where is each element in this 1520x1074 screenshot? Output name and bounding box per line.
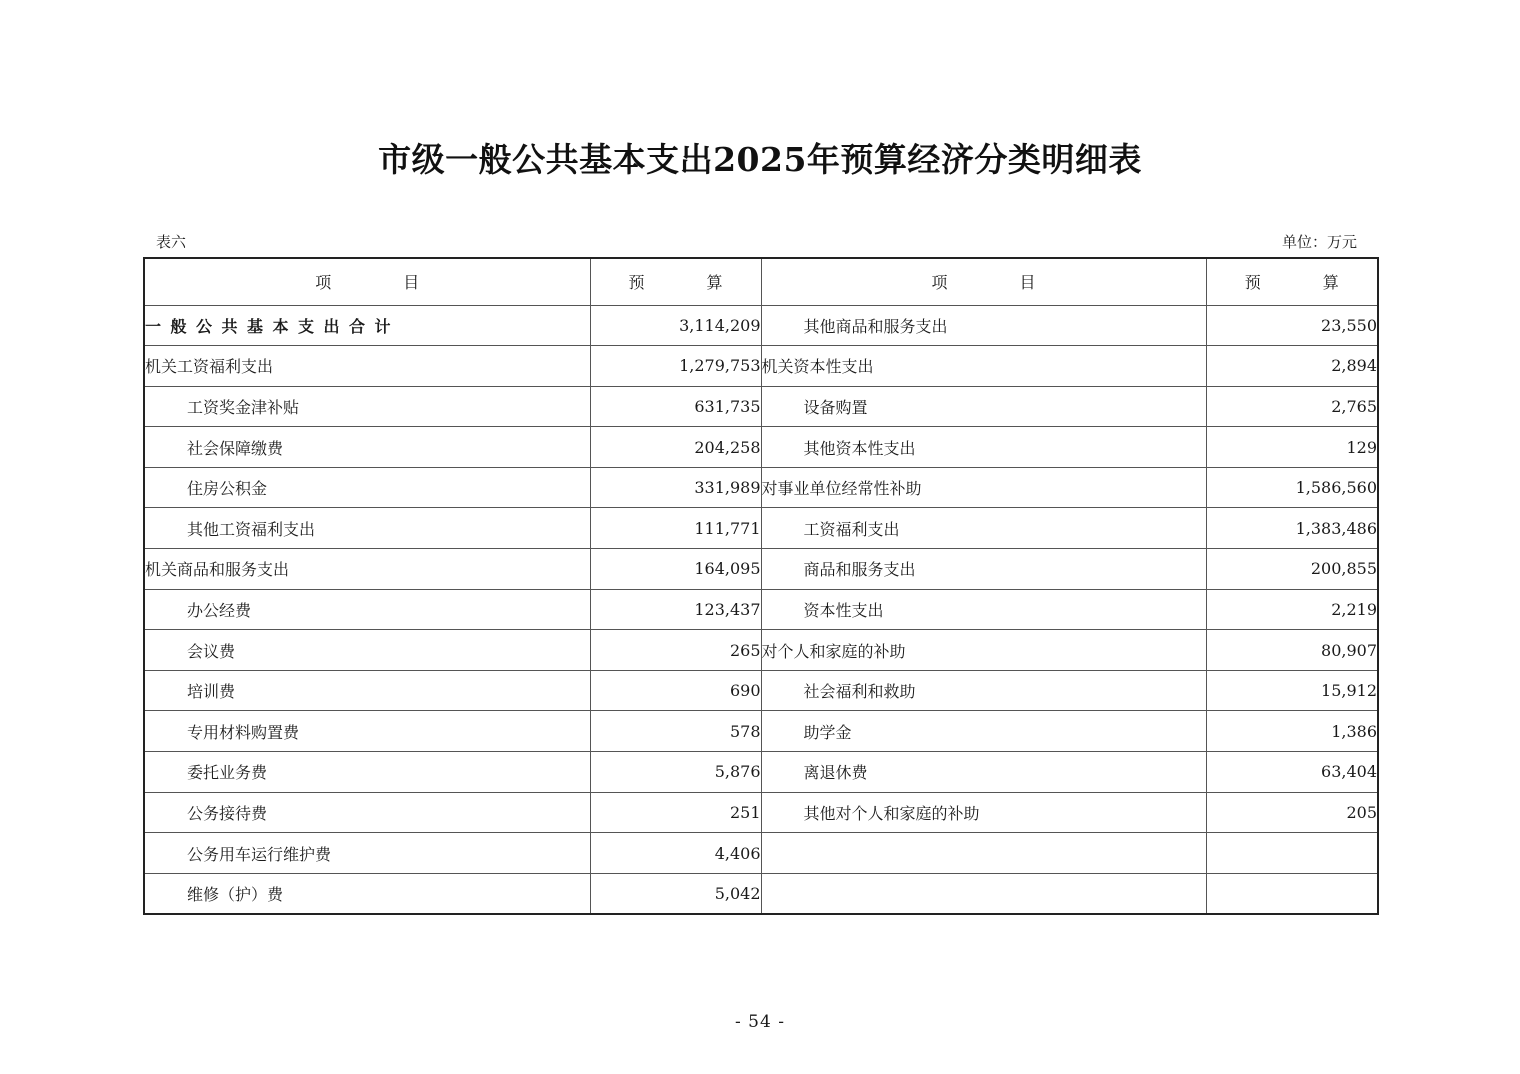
table-row [144, 549, 1378, 590]
table-row [144, 833, 1378, 874]
right-item-name: 对个人和家庭的补助 [761, 630, 1206, 671]
left-item-name: 机关工资福利支出 [144, 346, 590, 387]
left-item-name: 维修（护）费 [144, 873, 590, 914]
left-item-amount: 5,042 [590, 873, 761, 914]
right-item-name: 资本性支出 [761, 589, 1206, 630]
right-item-name: 机关资本性支出 [761, 346, 1206, 387]
left-item-name: 机关商品和服务支出 [144, 549, 590, 590]
right-item-name: 对事业单位经常性补助 [761, 467, 1206, 508]
right-item-name [761, 833, 1206, 874]
page-number: - 54 - [735, 1012, 785, 1032]
table-number: 表六 [156, 233, 187, 251]
right-item-name: 其他资本性支出 [761, 427, 1206, 468]
right-item-amount: 200,855 [1206, 549, 1378, 590]
table-row [144, 630, 1378, 671]
header-amount-char-2: 算 [1322, 273, 1339, 293]
table-row [144, 792, 1378, 833]
left-item-amount: 111,771 [590, 508, 761, 549]
table-row [144, 752, 1378, 793]
right-item-amount: 2,765 [1206, 386, 1378, 427]
header-right-item [761, 258, 1206, 305]
header-amount-char-2: 算 [706, 273, 723, 293]
table-row [144, 427, 1378, 468]
left-item-amount: 331,989 [590, 467, 761, 508]
left-item-name: 公务用车运行维护费 [144, 833, 590, 874]
right-item-amount: 129 [1206, 427, 1378, 468]
right-item-name: 其他商品和服务支出 [761, 305, 1206, 346]
right-item-amount: 2,894 [1206, 346, 1378, 387]
header-right-amount [1206, 258, 1378, 305]
table-row [144, 670, 1378, 711]
right-item-amount: 80,907 [1206, 630, 1378, 671]
table-row [144, 508, 1378, 549]
right-item-amount: 2,219 [1206, 589, 1378, 630]
right-item-amount: 23,550 [1206, 305, 1378, 346]
header-item-char-2: 目 [1019, 273, 1036, 293]
header-amount-char-1: 预 [1244, 273, 1261, 293]
header-item-char-1: 项 [315, 273, 332, 293]
left-item-name: 会议费 [144, 630, 590, 671]
left-item-amount: 251 [590, 792, 761, 833]
header-left-amount [590, 258, 761, 305]
left-item-amount: 1,279,753 [590, 346, 761, 387]
left-item-amount: 204,258 [590, 427, 761, 468]
right-item-name: 助学金 [761, 711, 1206, 752]
right-item-amount [1206, 873, 1378, 914]
left-item-name: 专用材料购置费 [144, 711, 590, 752]
left-item-amount: 690 [590, 670, 761, 711]
left-item-name: 公务接待费 [144, 792, 590, 833]
header-amount-char-1: 预 [628, 273, 645, 293]
right-item-name [761, 873, 1206, 914]
table-row [144, 467, 1378, 508]
left-item-amount: 164,095 [590, 549, 761, 590]
header-item-char-1: 项 [931, 273, 948, 293]
right-item-amount: 205 [1206, 792, 1378, 833]
right-item-name: 设备购置 [761, 386, 1206, 427]
left-item-amount: 123,437 [590, 589, 761, 630]
left-item-amount: 5,876 [590, 752, 761, 793]
left-item-name: 培训费 [144, 670, 590, 711]
table-header-row [144, 258, 1378, 305]
left-item-amount: 631,735 [590, 386, 761, 427]
table-row [144, 346, 1378, 387]
table-row [144, 589, 1378, 630]
unit-label: 单位：万元 [1281, 233, 1357, 251]
right-item-amount: 1,586,560 [1206, 467, 1378, 508]
left-item-name: 社会保障缴费 [144, 427, 590, 468]
left-item-name: 工资奖金津补贴 [144, 386, 590, 427]
left-item-name: 一般公共基本支出合计 [144, 305, 590, 346]
budget-table [143, 257, 1379, 915]
header-item-char-2: 目 [403, 273, 420, 293]
left-item-name: 办公经费 [144, 589, 590, 630]
header-left-item [144, 258, 590, 305]
left-item-amount: 4,406 [590, 833, 761, 874]
right-item-amount: 1,383,486 [1206, 508, 1378, 549]
left-item-name: 委托业务费 [144, 752, 590, 793]
right-item-name: 离退休费 [761, 752, 1206, 793]
right-item-amount: 15,912 [1206, 670, 1378, 711]
left-item-amount: 3,114,209 [590, 305, 761, 346]
right-item-name: 其他对个人和家庭的补助 [761, 792, 1206, 833]
left-item-amount: 578 [590, 711, 761, 752]
right-item-name: 工资福利支出 [761, 508, 1206, 549]
table-row [144, 305, 1378, 346]
right-item-amount: 1,386 [1206, 711, 1378, 752]
table-row [144, 873, 1378, 914]
left-item-amount: 265 [590, 630, 761, 671]
right-item-name: 社会福利和救助 [761, 670, 1206, 711]
table-row [144, 711, 1378, 752]
table-row [144, 386, 1378, 427]
page-title: 市级一般公共基本支出2025年预算经济分类明细表 [378, 140, 1142, 179]
right-item-amount: 63,404 [1206, 752, 1378, 793]
left-item-name: 其他工资福利支出 [144, 508, 590, 549]
right-item-amount [1206, 833, 1378, 874]
left-item-name: 住房公积金 [144, 467, 590, 508]
right-item-name: 商品和服务支出 [761, 549, 1206, 590]
